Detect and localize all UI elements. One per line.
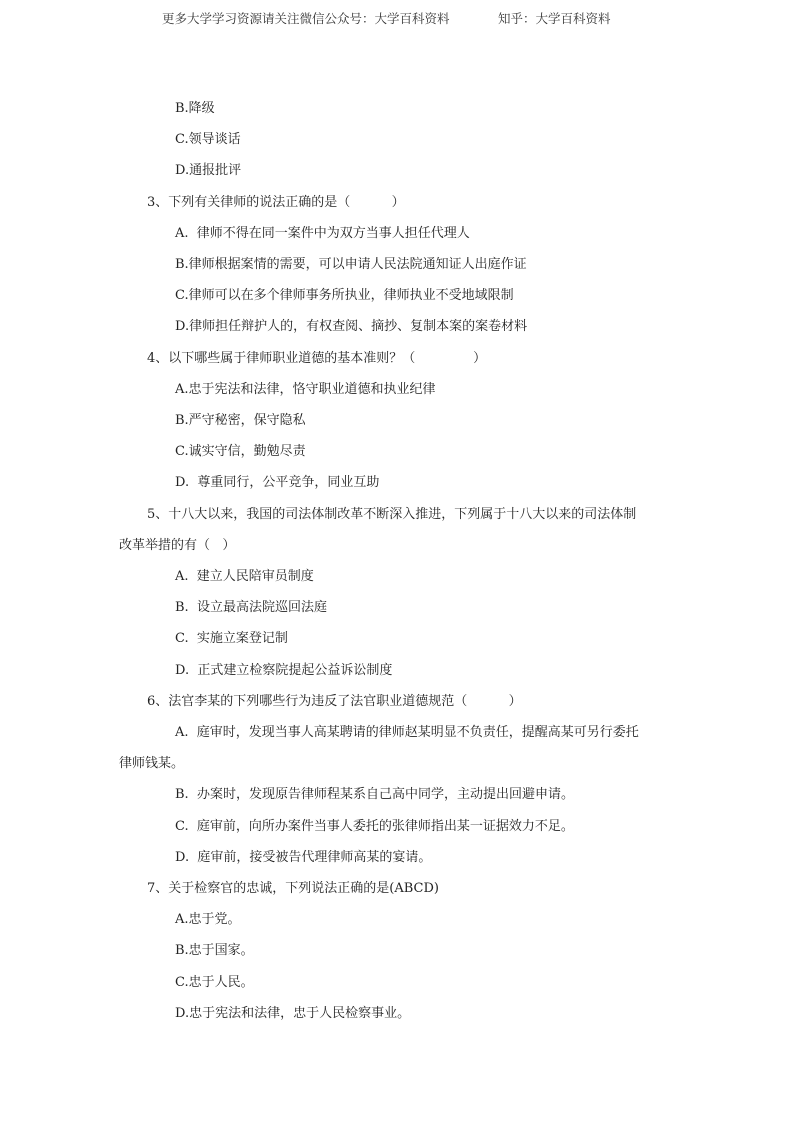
text-line: D.忠于宪法和法律，忠于人民检察事业。 (175, 1005, 411, 1021)
text-line: C. 实施立案登记制 (175, 631, 288, 647)
text-line: D. 庭审前，接受被告代理律师高某的宴请。 (175, 849, 432, 865)
text-line: 律师钱某。 (119, 756, 185, 772)
text-line: B.忠于国家。 (175, 943, 254, 959)
text-line: 7、关于检察官的忠诚，下列说法正确的是(ABCD) (147, 881, 439, 896)
text-line: B.降级 (175, 101, 215, 116)
text-line: B. 设立最高法院巡回法庭 (175, 600, 327, 616)
text-line: B.律师根据案情的需要，可以申请人民法院通知证人出庭作证 (175, 257, 527, 272)
text-line: 改革举措的有（ ） (119, 537, 236, 553)
text-line: D. 尊重同行，公平竞争，同业互助 (175, 475, 380, 491)
text-line: A.忠于党。 (175, 912, 241, 928)
text-line: B. 办案时，发现原告律师程某系自己高中同学，主动提出回避申请。 (175, 787, 574, 803)
text-line: D.律师担任辩护人的，有权查阅、摘抄、复制本案的案卷材料 (175, 319, 528, 335)
text-line: A. 建立人民陪审员制度 (175, 569, 314, 584)
page-header (0, 9, 793, 29)
text-line: 3、下列有关律师的说法正确的是（ ） (147, 194, 405, 210)
text-line: D.通报批评 (175, 163, 242, 179)
text-line: D. 正式建立检察院提起公益诉讼制度 (175, 662, 393, 678)
text-line: C.诚实守信，勤勉尽责 (175, 444, 306, 460)
text-line: 5、十八大以来，我国的司法体制改革不断深入推进，下列属于十八大以来的司法体制 (147, 506, 637, 522)
text-line: 4、以下哪些属于律师职业道德的基本准则？（ ） (147, 350, 487, 366)
text-line: A. 律师不得在同一案件中为双方当事人担任代理人 (175, 225, 470, 241)
text-line: C.忠于人民。 (175, 974, 254, 990)
text-line: B.严守秘密，保守隐私 (175, 413, 306, 428)
header-promo-text: 更多大学学习资源请关注微信公众号：大学百科资料 (162, 11, 450, 26)
text-line: C. 庭审前，向所办案件当事人委托的张律师指出某一证据效力不足。 (175, 818, 574, 834)
text-line: A. 庭审时，发现当事人高某聘请的律师赵某明显不负责任，提醒高某可另行委托 (175, 725, 639, 740)
header-zhihu-text: 知乎：大学百科资料 (498, 11, 611, 26)
text-line: 6、法官李某的下列哪些行为违反了法官职业道德规范（ ） (147, 693, 522, 709)
text-line: C.领导谈话 (175, 132, 241, 148)
text-line: A.忠于宪法和法律，恪守职业道德和执业纪律 (175, 381, 436, 397)
text-line: C.律师可以在多个律师事务所执业，律师执业不受地域限制 (175, 288, 514, 304)
